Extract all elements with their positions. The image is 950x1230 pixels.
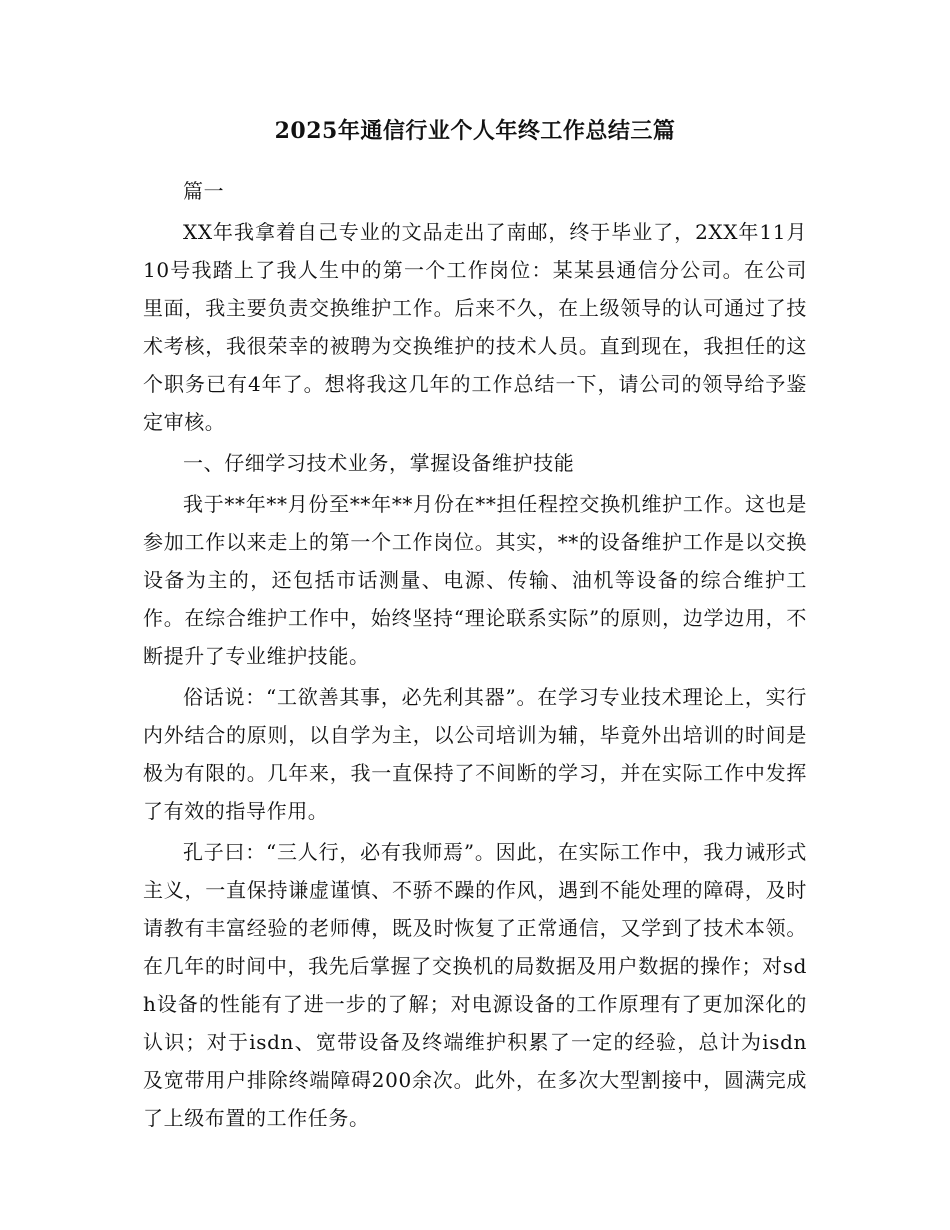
paragraph-maintenance-work: 我于**年**月份至**年**月份在**担任程控交换机维护工作。这也是参加工作以来走上的第一个工作岗位。其实，**的设备维护工作是以交换设备为主的，还包括市话测量、电源、传输、油机等设备的综合维护工作。在综合维护工作中，始终坚持“理论联系实际”的原则，边学边用，不断提升了专业维护技能。 bbox=[143, 492, 807, 668]
paragraph-heading-1: 一、仔细学习技术业务，掌握设备维护技能 bbox=[183, 451, 575, 475]
paragraph-learning-from-others: 孔子曰：“三人行，必有我师焉”。因此，在实际工作中，我力诫形式主义，一直保持谦虚谨慎、不骄不躁的作风，遇到不能处理的障碍，及时请教有丰富经验的老师傅，既及时恢复了正常通信，又学到了技术本领。在几年的时间中，我先后掌握了交换机的局数据及用户数据的操作；对sdh设备的性能有了进一步的了解；对电源设备的工作原理有了更加深化的认识；对于isdn、宽带设备及终端维护积累了一定的经验，总计为isdn及宽带用户排除终端障碍200余次。此外，在多次大型割接中，圆满完成了上级布置的工作任务。 bbox=[143, 840, 807, 1130]
document-title: 2025年通信行业个人年终工作总结三篇 bbox=[274, 118, 676, 144]
document-body bbox=[143, 112, 807, 1137]
paragraph-section-label: 篇一 bbox=[183, 179, 225, 203]
paragraph-study-principle: 俗话说：“工欲善其事，必先利其器”。在学习专业技术理论上，实行内外结合的原则，以自学为主，以公司培训为辅，毕竟外出培训的时间是极为有限的。几年来，我一直保持了不间断的学习，并在实际工作中发挥了有效的指导作用。 bbox=[143, 685, 807, 823]
paragraph-intro: XX年我拿着自己专业的文品走出了南邮，终于毕业了，2XX年11月10号我踏上了我人生中的第一个工作岗位：某某县通信分公司。在公司里面，我主要负责交换维护工作。后来不久，在上级领导的认可通过了技术考核，我很荣幸的被聘为交换维护的技术人员。直到现在，我担任的这个职务已有4年了。想将我这几年的工作总结一下，请公司的领导给予鉴定审核。 bbox=[143, 220, 807, 434]
